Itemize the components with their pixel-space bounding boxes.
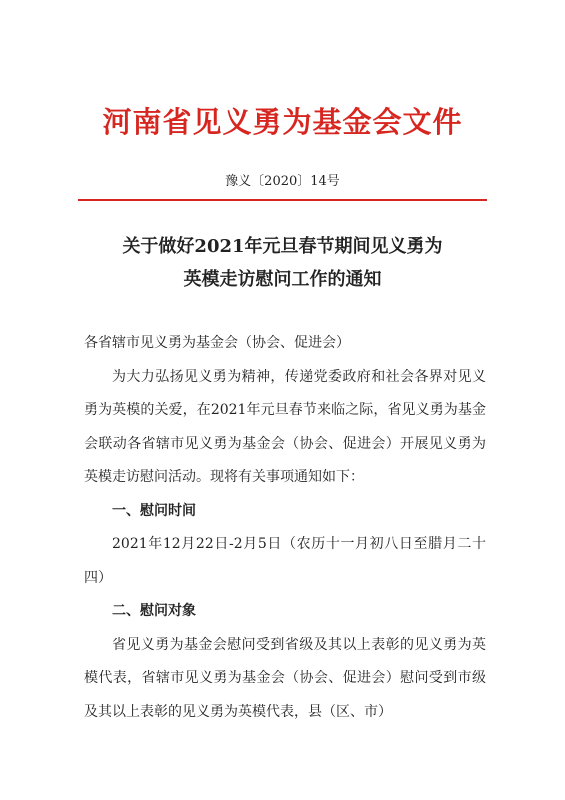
red-divider-line [78,199,487,201]
salutation: 各省辖市见义勇为基金会（协会、促进会） [84,335,350,351]
notice-title [0,230,565,296]
org-header-title: 河南省见义勇为基金会文件 [102,105,463,139]
section-1-text: 2021年12月22日-2月5日（农历十一月初八日至腊月二十四） [84,536,486,586]
section-2-text: 省见义勇为基金会慰问受到省级及其以上表彰的见义勇为英模代表，省辖市见义勇为基金会（协会、促进会）慰问受到市级及其以上表彰的见义勇为英模代表，县（区、市） [84,636,486,720]
document-body [84,327,486,729]
document-number: 豫义〔2020〕14号 [225,174,340,189]
section-1-heading: 一、慰问时间 [112,502,196,519]
notice-title-line-1: 关于做好2021年元旦春节期间见义勇为 [122,236,443,257]
section-2-heading: 二、慰问对象 [112,603,196,619]
notice-title-line-2: 英模走访慰问工作的通知 [183,269,382,290]
intro-paragraph: 为大力弘扬见义勇为精神，传递党委政府和社会各界对见义勇为英模的关爱，在2021年元旦春节来临之际，省见义勇为基金会联动各省辖市见义勇为基金会（协会、促进会）开展见义勇为英模走访慰问活动。现将有关事项通知如下： [84,368,486,485]
